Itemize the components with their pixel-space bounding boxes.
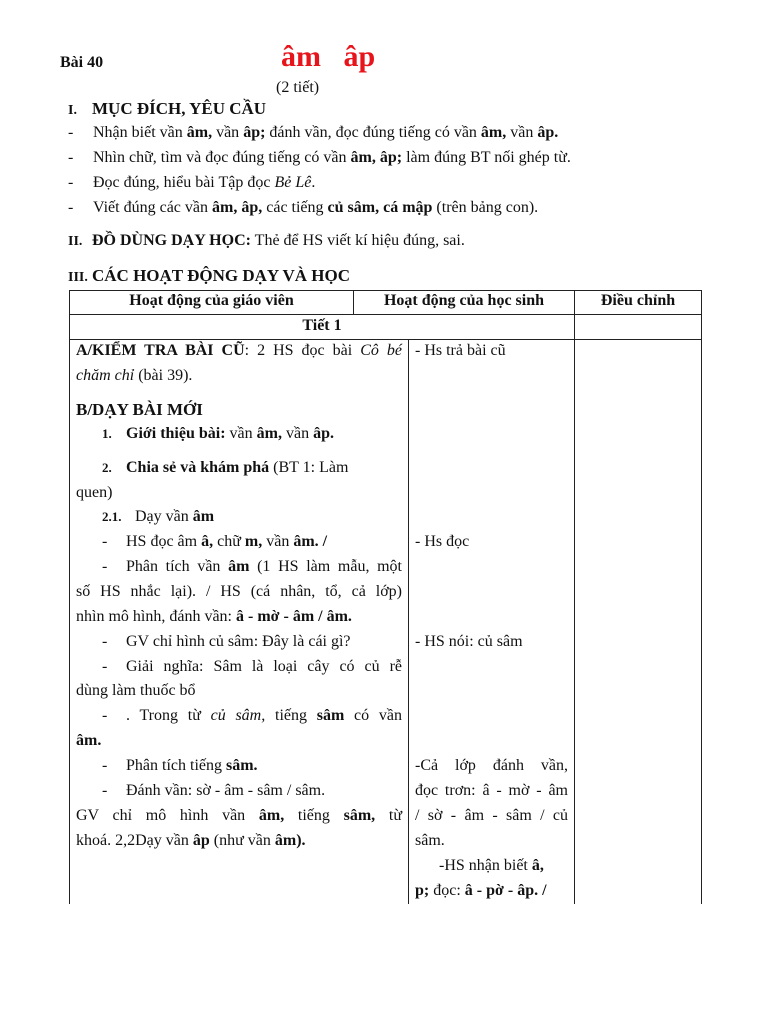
- student-response: -HS nhận biết â,: [439, 857, 544, 874]
- section-3-heading: III. CÁC HOẠT ĐỘNG DẠY VÀ HỌC: [68, 266, 351, 285]
- objective-item: - Đọc đúng, hiểu bài Tập đọc Bẻ Lê.: [68, 174, 316, 191]
- lesson-number: Bài 40: [60, 54, 104, 71]
- student-response: đọc trơn: â - mờ - âm: [415, 782, 568, 799]
- student-response: sâm.: [415, 832, 445, 849]
- lesson-title: âm âp: [281, 40, 376, 73]
- section-1-heading: I. MỤC ĐÍCH, YÊU CẦU: [68, 99, 267, 118]
- lesson-periods: (2 tiết): [276, 79, 320, 96]
- student-response: - Hs đọc: [415, 533, 470, 550]
- period-label: Tiết 1: [302, 317, 342, 334]
- header-adjust: Điều chỉnh: [600, 292, 676, 309]
- objective-item: - Viết đúng các vần âm, âp, các tiếng củ sâm, cá mập (trên bảng con).: [68, 199, 539, 216]
- student-response: / sờ - âm - sâm / củ: [415, 807, 568, 824]
- header-student: Hoạt động của học sinh: [383, 292, 545, 309]
- student-response: - Hs trả bài cũ: [415, 342, 506, 359]
- objective-item: - Nhận biết vần âm, vần âp; đánh vần, đọc đúng tiếng có vần âm, vần âp.: [68, 124, 559, 141]
- objective-item: - Nhìn chữ, tìm và đọc đúng tiếng có vần âm, âp; làm đúng BT nối ghép từ.: [68, 149, 571, 166]
- student-response: -Cả lớp đánh vần,: [415, 757, 568, 774]
- student-response: p; đọc: â - pờ - âp. /: [415, 882, 547, 899]
- section-2-heading: II. ĐỒ DÙNG DẠY HỌC: Thẻ để HS viết kí hiệu đúng, sai.: [68, 232, 465, 249]
- student-response: - HS nói: củ sâm: [415, 633, 523, 650]
- header-teacher: Hoạt động của giáo viên: [129, 292, 294, 309]
